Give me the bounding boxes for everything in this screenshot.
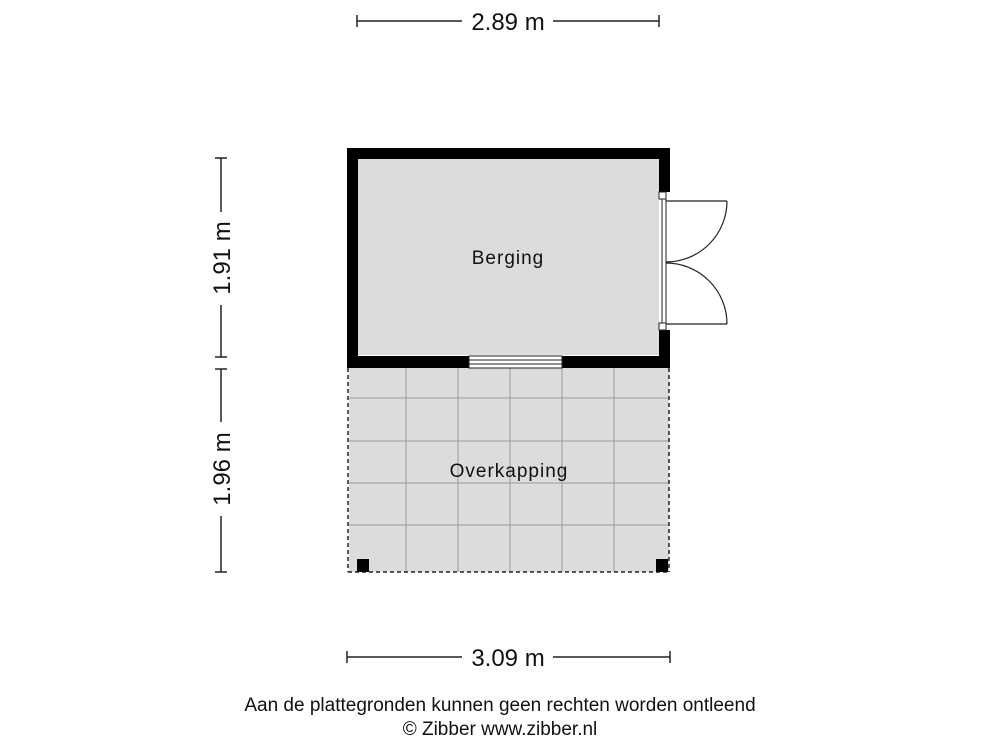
storage-label: Berging <box>471 248 545 269</box>
bottom-width-label: 3.09 m <box>471 645 545 672</box>
upper-height-dimension <box>209 158 236 357</box>
canopy-post-left <box>357 559 369 572</box>
canopy-area <box>348 368 669 572</box>
storage-room <box>347 148 727 368</box>
canopy-post-right <box>656 559 668 572</box>
upper-height-label: 1.91 m <box>209 221 236 295</box>
storage-double-door <box>659 192 727 330</box>
top-width-label: 2.89 m <box>471 9 545 36</box>
storage-window <box>469 356 562 368</box>
top-width-dimension <box>357 9 659 36</box>
copyright-credit: © Zibber www.zibber.nl <box>402 719 598 740</box>
lower-height-label: 1.96 m <box>209 432 236 506</box>
lower-height-dimension <box>209 369 236 572</box>
canopy-label: Overkapping <box>449 461 569 482</box>
disclaimer-text: Aan de plattegronden kunnen geen rechten worden ontleend <box>244 695 756 716</box>
bottom-width-dimension <box>347 645 670 672</box>
